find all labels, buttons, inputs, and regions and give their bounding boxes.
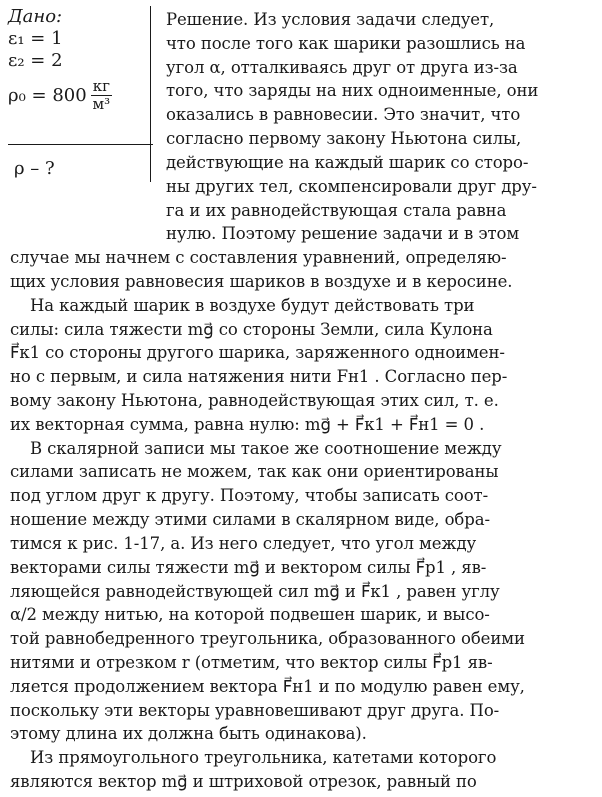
rho0-unit-den: м³ xyxy=(92,95,111,113)
given-title: Дано: xyxy=(8,6,63,27)
given-divider xyxy=(8,144,153,145)
solution-line: α/2 между нитью, на которой подвешен шарик, и высо- xyxy=(10,605,490,625)
solution-line: их векторная сумма, равна нулю: mg⃗ + F⃗к1 + F⃗н1 = 0 . xyxy=(10,414,485,434)
solution-line: ляется продолжением вектора F⃗н1 и по модулю равен ему, xyxy=(10,676,525,696)
solution-line: Из прямоугольного треугольника, катетами которого xyxy=(30,748,497,768)
solution-line: того, что заряды на них одноименные, они xyxy=(166,81,539,101)
solution-line: ны других тел, скомпенсировали друг дру- xyxy=(166,176,537,196)
solution-line: являются вектор mg⃗ и штриховой отрезок, равный по xyxy=(10,772,477,791)
given-unknown: ρ – ? xyxy=(14,158,55,179)
solution-line: силами записать не можем, так как они ориентированы xyxy=(10,462,499,482)
solution-line: что после того как шарики разошлись на xyxy=(166,33,526,53)
solution-line: В скалярной записи мы такое же соотношение между xyxy=(30,438,502,458)
solution-line: нулю. Поэтому решение задачи и в этом xyxy=(166,224,520,244)
solution-line: силы: сила тяжести mg⃗ со стороны Земли, сила Кулона xyxy=(10,319,493,339)
solution-line: тимся к рис. 1-17, а. Из него следует, что угол между xyxy=(10,533,477,553)
rho0-label: ρ₀ = 800 xyxy=(8,84,87,106)
rho0-unit-num: кг xyxy=(92,77,110,95)
solution-line: вому закону Ньютона, равнодействующая этих сил, т. е. xyxy=(10,391,499,410)
solution-line: На каждый шарик в воздухе будут действовать три xyxy=(30,295,475,315)
solution-line: F⃗к1 со стороны другого шарика, заряженного одноимен- xyxy=(10,343,505,363)
solution-line: той равнобедренного треугольника, образованного обеими xyxy=(10,629,525,649)
solution-line: векторами силы тяжести mg⃗ и вектором силы F⃗р1 , яв- xyxy=(10,557,487,577)
solution-line: оказались в равновесии. Это значит, что xyxy=(166,105,521,125)
solution-line: поскольку эти векторы уравновешивают друг друга. По- xyxy=(10,700,500,720)
given-vertical-rule xyxy=(150,6,151,182)
solution-line: действующие на каждый шарик со сторо- xyxy=(166,152,529,172)
solution-line: ляющейся равнодействующей сил mg⃗ и F⃗к1 , равен углу xyxy=(10,581,500,601)
given-block xyxy=(8,6,148,179)
solution-line: щих условия равновесия шариков в воздухе и в керосине. xyxy=(10,271,513,291)
solution-line: Решение. Из условия задачи следует, xyxy=(166,10,495,29)
solution-line: угол α, отталкиваясь друг от друга из-за xyxy=(166,57,518,77)
solution-line: согласно первому закону Ньютона силы, xyxy=(166,129,522,149)
rho0-unit xyxy=(91,78,112,113)
solution-line: этому длина их должна быть одинакова). xyxy=(10,724,367,744)
solution-line: нитями и отрезком r (отметим, что вектор силы F⃗р1 яв- xyxy=(10,652,493,672)
given-eps1: ε₁ = 1 xyxy=(8,28,63,49)
given-eps2: ε₂ = 2 xyxy=(8,50,63,71)
solution-line: но с первым, и сила натяжения нити Fн1 . Согласно пер- xyxy=(10,367,508,387)
given-rho0 xyxy=(8,78,148,113)
solution-line: под углом друг к другу. Поэтому, чтобы записать соот- xyxy=(10,486,489,506)
solution-line: га и их равнодействующая стала равна xyxy=(166,200,507,220)
solution-line: ношение между этими силами в скалярном виде, обра- xyxy=(10,510,490,530)
solution-line: случае мы начнем с составления уравнений, определяю- xyxy=(10,248,507,268)
